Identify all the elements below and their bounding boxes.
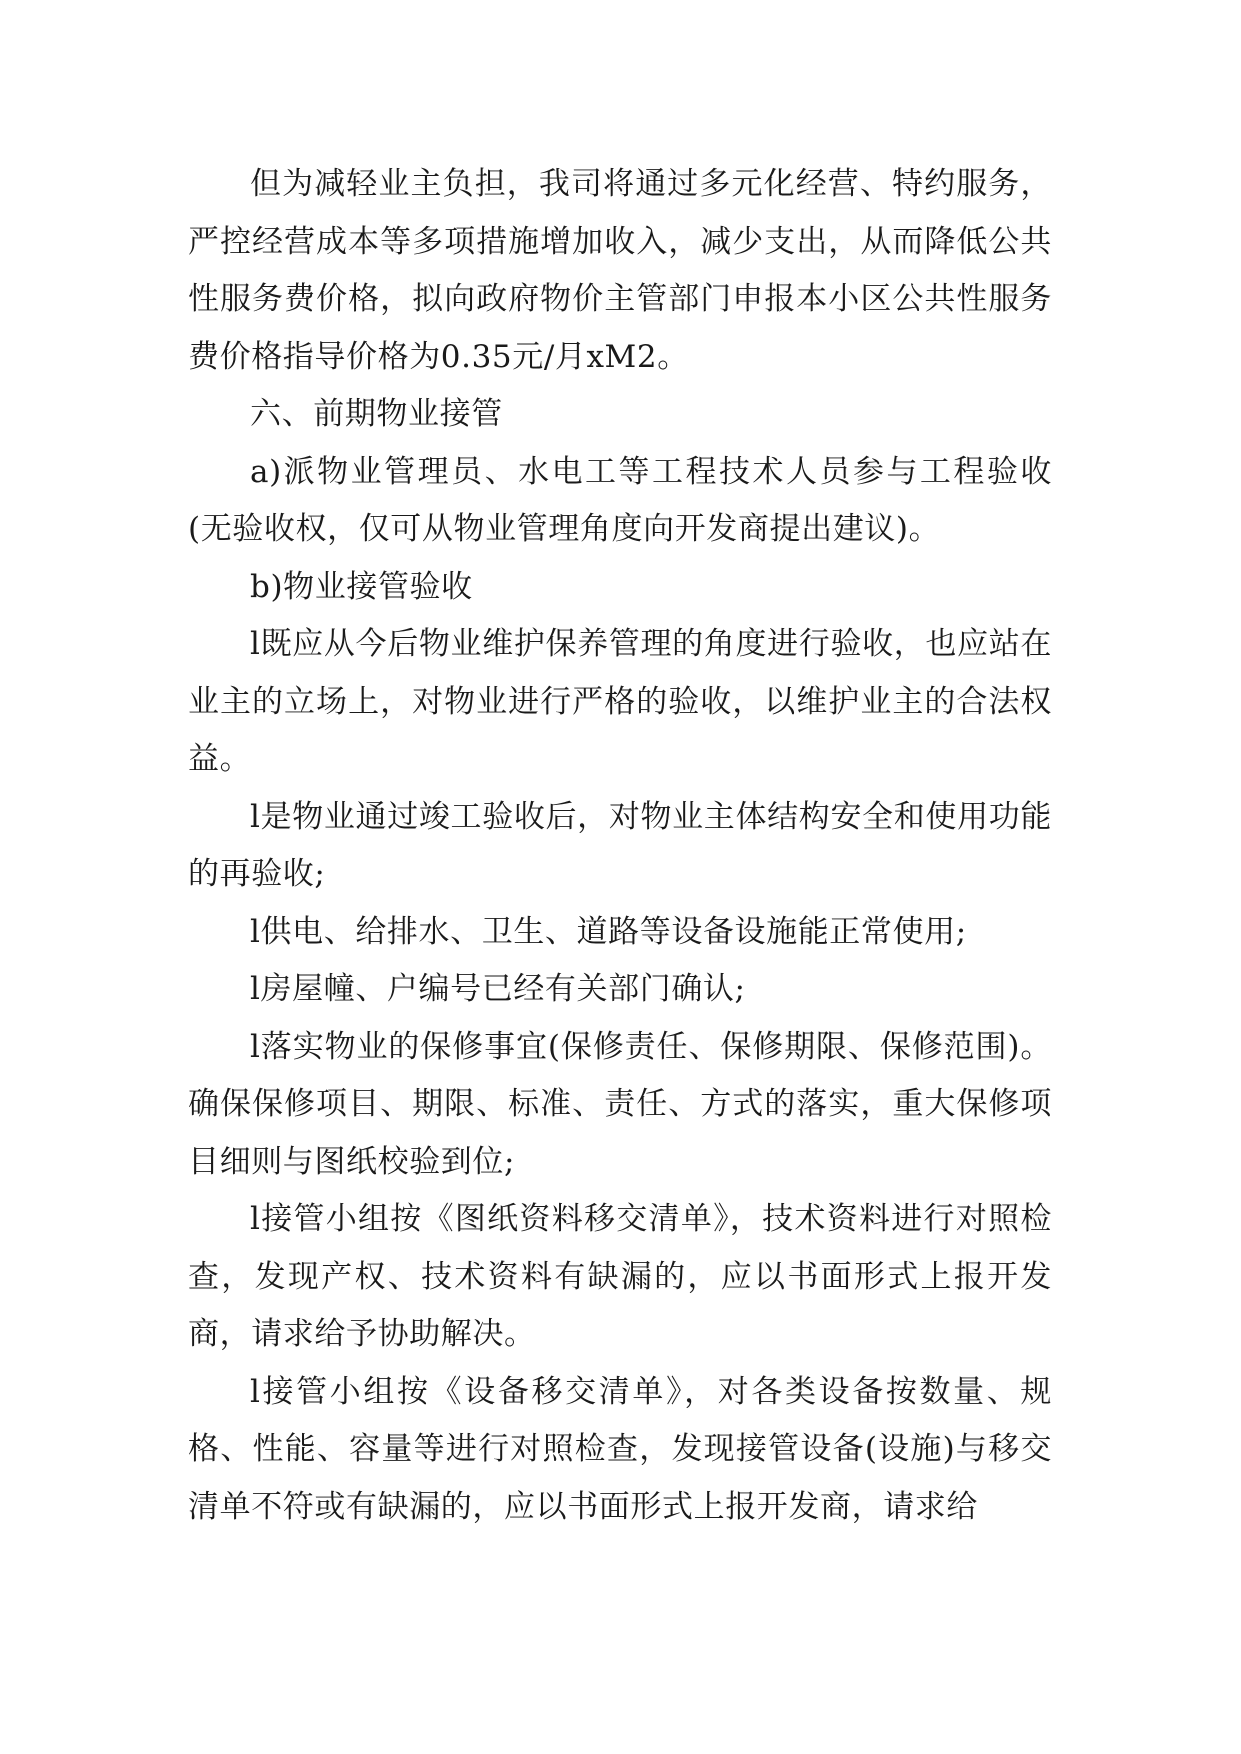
section-heading-early-takeover: 六、前期物业接管 xyxy=(250,396,503,432)
bullet-paragraph: l接管小组按《设备移交清单》，对各类设备按数量、规格、性能、容量等进行对照检查，发现接管设备(设施)与移交清单不符或有缺漏的，应以书面形式上报开发商，请求给 xyxy=(188,1373,1052,1525)
paragraph-fee-reduction: 但为减轻业主负担，我司将通过多元化经营、特约服务，严控经营成本等多项措施增加收入，减少支出，从而降低公共性服务费价格，拟向政府物价主管部门申报本小区公共性服务费价格指导价格为0.35元/月xM2。 xyxy=(188,166,1052,375)
bullet-paragraph: l落实物业的保修事宜(保修责任、保修期限、保修范围)。确保保修项目、期限、标准、责任、方式的落实，重大保修项目细则与图纸校验到位; xyxy=(188,1028,1052,1180)
paragraph-item-a: a)派物业管理员、水电工等工程技术人员参与工程验收(无验收权，仅可从物业管理角度向开发商提出建议)。 xyxy=(188,453,1052,547)
document-body xyxy=(188,156,1052,1536)
bullet-paragraph: l供电、给排水、卫生、道路等设备设施能正常使用; xyxy=(250,913,967,950)
paragraph-item-b: b)物业接管验收 xyxy=(250,568,473,605)
bullet-paragraph: l是物业通过竣工验收后，对物业主体结构安全和使用功能的再验收; xyxy=(188,798,1052,892)
bullet-paragraph: l接管小组按《图纸资料移交清单》，技术资料进行对照检查，发现产权、技术资料有缺漏的，应以书面形式上报开发商，请求给予协助解决。 xyxy=(188,1201,1052,1352)
bullet-paragraph: l既应从今后物业维护保养管理的角度进行验收，也应站在业主的立场上，对物业进行严格的验收，以维护业主的合法权益。 xyxy=(188,626,1052,777)
bullet-paragraph: l房屋幢、户编号已经有关部门确认; xyxy=(250,971,746,1007)
